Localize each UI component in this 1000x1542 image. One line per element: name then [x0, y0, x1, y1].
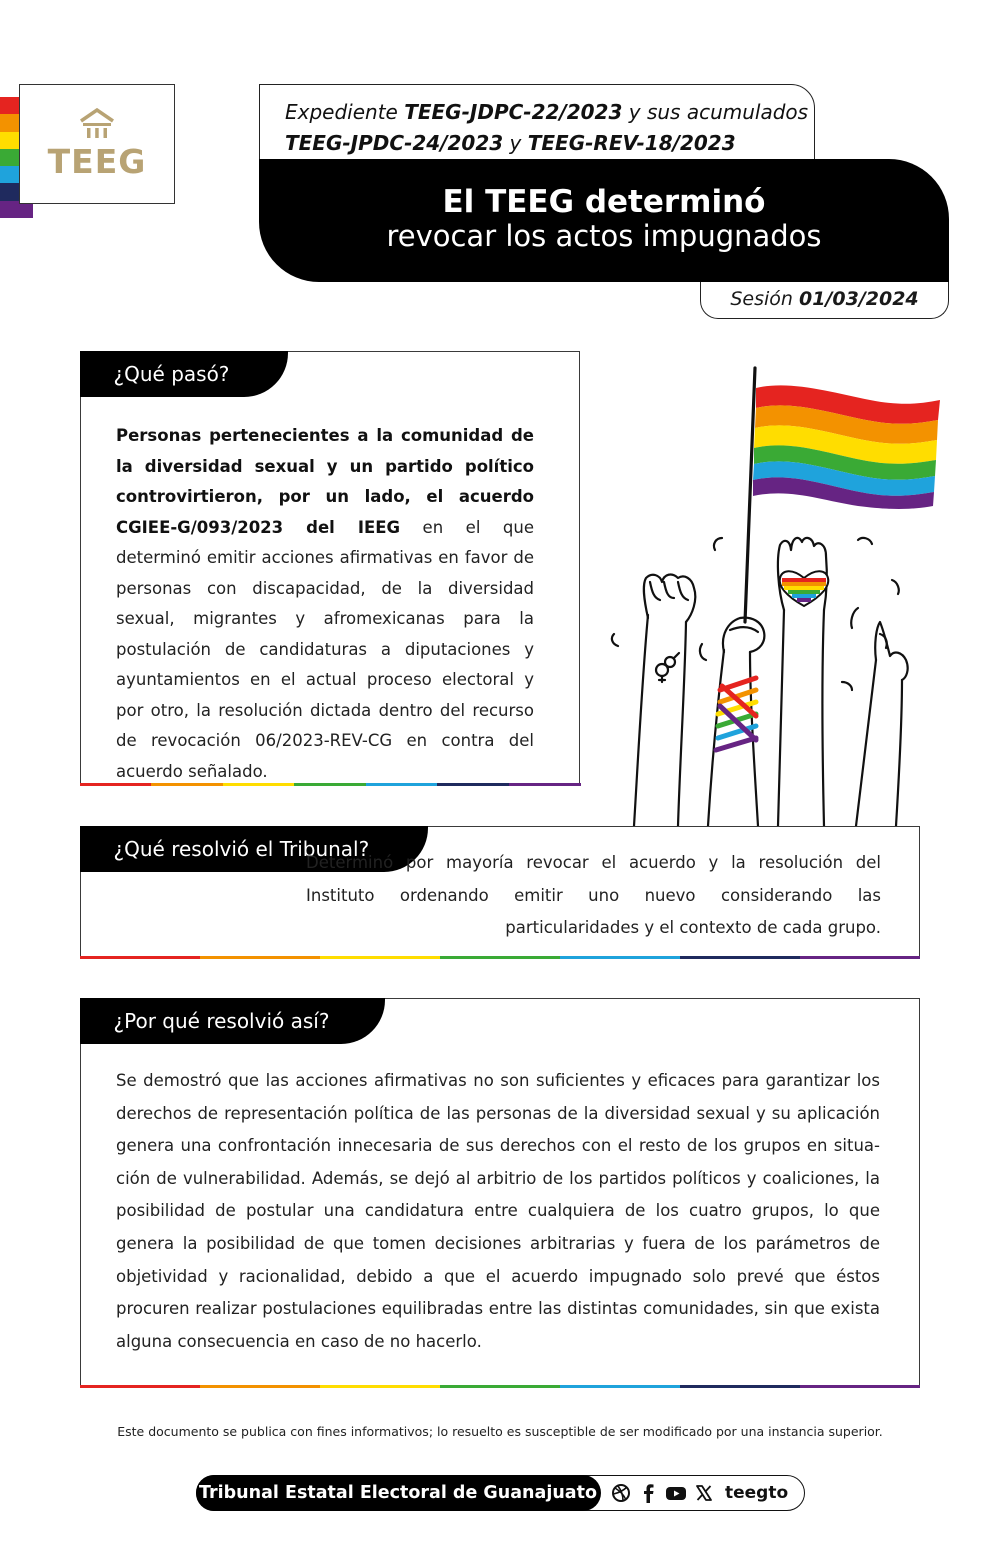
card-tribunal-resolved — [80, 826, 920, 959]
footer-bar — [196, 1475, 805, 1511]
expediente-label: Expediente — [285, 100, 398, 124]
card-what-happened-title: ¿Qué pasó? — [80, 351, 288, 397]
org-name: Tribunal Estatal Electoral de Guanajuato — [196, 1475, 601, 1511]
expediente-line-2 — [285, 128, 814, 159]
social-links — [611, 1476, 788, 1509]
card-why-resolved-text: Se demostró que las acciones afirmativas no son suficientes y eficaces para garantizar los derechos de representación política de las personas de la diversidad sexual y su aplicación genera una confrontación innecesaria de sus derechos con el resto de los grupos en situación de vulnerabilidad. Además, se dejó al arbitrio de los partidos políticos y coaliciones, la posibilidad de postular una candidatura entre cualquiera de los cuatro grupos, lo que genera la posibilidad de que tomen decisiones arbitrarias y fuera de los parámetros de objetividad y racionalidad, debido a que el acuerdo impugnado solo prevé que éstos procuren realizar postulaciones equilibradas entre las distintas comunidades, sin que exista alguna consecuencia en caso de no hacerlo. — [116, 1071, 880, 1351]
card-why-resolved-title: ¿Por qué resolvió así? — [80, 998, 385, 1044]
facebook-icon[interactable] — [639, 1482, 657, 1504]
rainbow-underline — [80, 1385, 921, 1388]
acumulado-2: TEEG-REV-18/2023 — [527, 131, 736, 155]
expediente-line-1 — [285, 97, 814, 128]
headline-subtitle: revocar los actos impugnados — [386, 219, 822, 253]
teeg-logo — [19, 84, 175, 204]
card-tribunal-resolved-text: Determinó por mayoría revocar el acuerdo y la resolución del Instituto ordenando emitir uno nuevo considerando las particularidades y el contexto de cada grupo. — [306, 853, 881, 937]
card-why-resolved — [80, 998, 920, 1388]
card-what-happened-text — [116, 421, 534, 787]
pride-hands-illustration — [590, 360, 960, 826]
expediente-id: TEEG-JDPC-22/2023 — [404, 100, 623, 124]
rainbow-underline — [80, 783, 581, 786]
card-what-happened — [80, 351, 580, 786]
building-icon — [78, 108, 116, 140]
logo-text: TEEG — [47, 141, 147, 181]
session-badge — [700, 282, 949, 319]
session-label: Sesión — [730, 288, 793, 310]
session-date: 01/03/2024 — [799, 288, 919, 310]
youtube-icon[interactable] — [665, 1484, 687, 1502]
acumulado-1: TEEG-JPDC-24/2023 — [285, 131, 504, 155]
disclaimer: Este documento se publica con fines informativos; lo resuelto es susceptible de ser modificado por una instancia superior. — [117, 1424, 883, 1439]
x-icon[interactable] — [695, 1484, 713, 1502]
expediente-mid: y sus acumulados — [628, 100, 809, 124]
dribbble-icon[interactable] — [611, 1483, 631, 1503]
headline-title: El TEEG determinó — [442, 184, 766, 220]
card-what-happened-bold: Personas pertenecientes a la comunidad de la diversidad sexual y un partido político controvirtieron, por un lado, el acuerdo CGIEE-G/093/2023 del IEEG — [116, 426, 534, 537]
rainbow-underline — [80, 956, 921, 959]
acumulado-sep: y — [509, 131, 522, 155]
social-handle[interactable]: teegto — [725, 1482, 789, 1503]
headline-banner — [259, 159, 949, 282]
card-tribunal-resolved-title: ¿Qué resolvió el Tribunal? — [80, 826, 428, 872]
card-what-happened-rest: en el que determinó emitir acciones afirmativas en favor de personas con discapacidad, de la diversidad sexual, migrantes y afromexicanas para la postulación de candidaturas a diputaciones y ayuntamientos en el actual proceso electoral y por otro, la resolución dictada dentro del recurso de revocación 06/2023-REV-CG en contra del acuerdo señalado. — [116, 517, 534, 781]
